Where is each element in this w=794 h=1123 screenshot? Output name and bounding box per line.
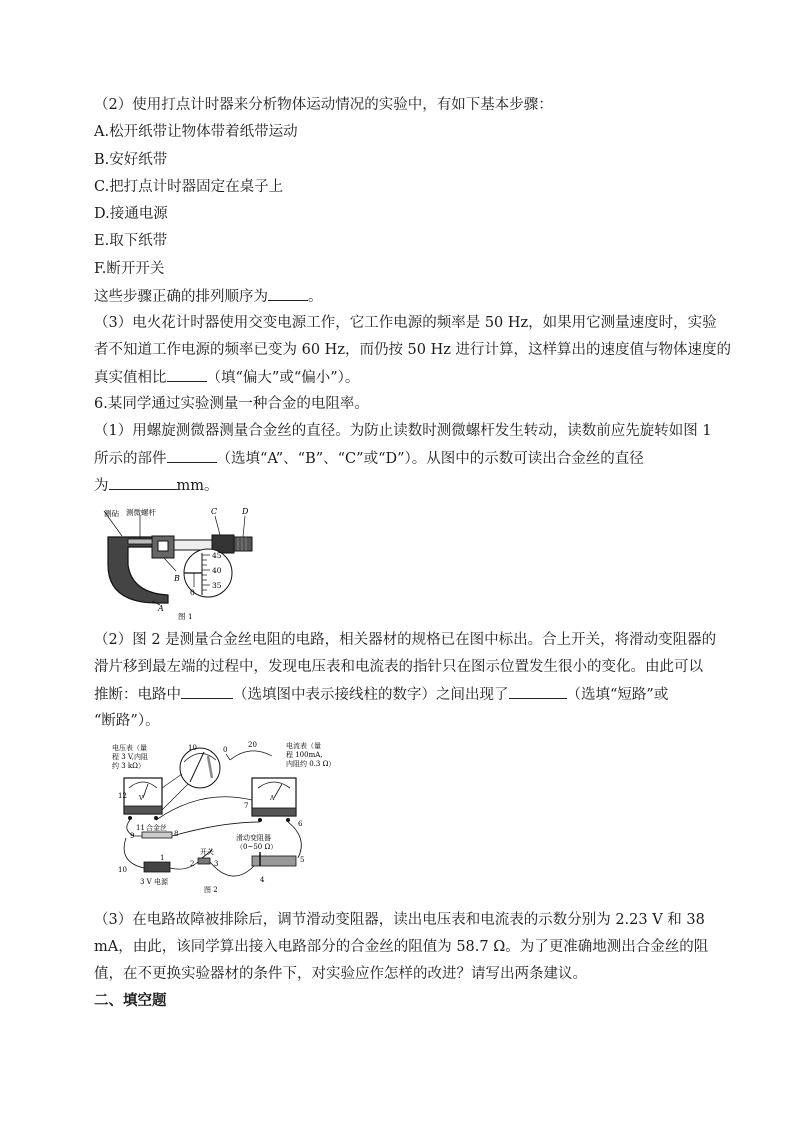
fig2-source: 3 V 电源 — [140, 878, 168, 886]
fig1-label-c: C — [211, 507, 218, 516]
q6-part3-line3: 值，在不更换实验器材的条件下，对实验应作怎样的改进？请写出两条建议。 — [94, 966, 587, 982]
step-d: D.接通电源 — [94, 206, 168, 222]
fig2-terminal-8: 8 — [174, 830, 179, 838]
answer-blank[interactable] — [509, 684, 567, 699]
q6-part1-line3-end: mm。 — [176, 478, 219, 494]
q6-part2-line1: （2）图 2 是测量合金丝电阻的电路，相关器材的规格已在图中标出。合上开关，将滑动变阻器的 — [94, 632, 717, 648]
rheostat — [252, 856, 296, 866]
q5-part2-question — [94, 286, 698, 307]
q5-part3-line1: （3）电火花计时器使用交变电源工作，它工作电源的频率是 50 Hz，如果用它测量速度时，实验 — [94, 315, 717, 331]
fig1-scale-45: 45 — [212, 551, 222, 560]
fig2-terminal-2: 2 — [190, 860, 195, 868]
micrometer-sleeve — [174, 540, 212, 550]
fig2-terminal-9: 9 — [130, 832, 135, 840]
q5-part2-intro: （2）使用打点计时器来分析物体运动情况的实验中，有如下基本步骤： — [94, 97, 553, 113]
q5-part2-question-text: 这些步骤正确的排列顺序为 — [94, 289, 268, 305]
voltmeter-dial-zoom — [180, 748, 220, 788]
fig2-terminal-3: 3 — [214, 860, 219, 868]
q6-part1-line1: （1）用螺旋测微器测量合金丝的直径。为防止读数时测微螺杆发生转动，读数前应先旋转如图 1 — [94, 423, 712, 439]
q6-part2-line3-text: 推断：电路中 — [94, 687, 181, 703]
fig1-label-a: A — [158, 604, 164, 613]
q6-part1-line2-text: 所示的部件 — [94, 451, 167, 467]
q6-part1-line2-end: （选填“A”、“B”、“C”或“D”）。从图中的示数可读出合金丝的直径 — [216, 451, 644, 467]
fig2-terminal-11: 11 — [136, 824, 145, 832]
q6-part2-line3 — [94, 684, 698, 705]
q6-title: 6.某同学通过实验测量一种合金的电阻率。 — [94, 396, 369, 412]
fig2-terminal-4: 4 — [260, 876, 265, 884]
answer-blank[interactable] — [181, 684, 233, 699]
q5-part3-line3-text: 真实值相比 — [94, 370, 167, 386]
fig2-rheostat-l1: 滑动变阻器 — [236, 834, 271, 842]
q6-part2-line4: “断路”）。 — [94, 713, 160, 729]
q6-part1-line3-text: 为 — [94, 478, 109, 494]
q6-part3-line2: mA，由此，该同学算出接入电路部分的合金丝的阻值为 58.7 Ω。为了更准确地测出合金丝的阻 — [94, 939, 709, 955]
q6-part1-line3 — [94, 475, 698, 496]
svg-text:A: A — [270, 795, 275, 802]
step-b: B.安好纸带 — [94, 152, 168, 168]
fig1-label-b: B — [174, 574, 180, 583]
q6-part2-line3-end: （选填“短路”或 — [566, 687, 669, 703]
step-f: F.断开开关 — [94, 261, 165, 277]
micrometer-figure — [100, 503, 260, 623]
fig2-voltmeter-l3: 约 3 kΩ） — [112, 762, 145, 770]
q5-part2-question-end: 。 — [308, 289, 323, 305]
fig2-dial-10: 10 — [188, 744, 197, 752]
q5-part3-line2: 者不知道工作电源的频率已变为 60 Hz，而仍按 50 Hz 进行计算，这样算出的速度值与物体速度的 — [94, 342, 732, 358]
micrometer-spindle — [128, 539, 152, 544]
step-e: E.取下纸带 — [94, 233, 168, 249]
switch — [198, 858, 210, 864]
fig1-caption: 图 1 — [178, 612, 193, 621]
micrometer-lock-b — [158, 541, 168, 551]
fig2-dial-0: 0 — [223, 746, 228, 754]
q6-part2-line3-mid: （选填图中表示接线柱的数字）之间出现了 — [233, 687, 509, 703]
fig2-switch: 开关 — [200, 848, 214, 856]
fig2-dial-20: 20 — [248, 741, 257, 749]
fig2-voltmeter-l2: 程 3 V,内阻 — [112, 753, 148, 761]
fig2-terminal-7: 7 — [244, 802, 249, 810]
fig2-terminal-5: 5 — [300, 856, 305, 864]
fig2-rheostat-l2: （0~50 Ω） — [236, 843, 278, 851]
fig2-voltmeter-l1: 电压表（量 — [112, 744, 147, 752]
fig1-scale-35: 35 — [212, 581, 222, 590]
fig1-label-spindle: 测微螺杆 — [126, 508, 156, 517]
fig1-label-d: D — [242, 507, 249, 516]
fig2-terminal-10: 10 — [118, 866, 127, 874]
answer-blank[interactable] — [109, 475, 177, 490]
svg-text:V: V — [139, 795, 144, 802]
fig2-ammeter-l3: 内阻约 0.3 Ω） — [286, 760, 336, 768]
fig2-ammeter-l2: 程 100mA, — [286, 751, 323, 759]
fig1-scale-0: 0 — [190, 588, 195, 597]
q6-part3-line1: （3）在电路故障被排除后，调节滑动变阻器，读出电压表和电流表的示数分别为 2.23 V 和 38 — [94, 912, 705, 928]
circuit-figure — [112, 738, 342, 898]
power-source — [144, 862, 170, 872]
q5-part3-line3 — [94, 367, 698, 388]
step-c: C.把打点计时器固定在桌子上 — [94, 179, 284, 195]
answer-blank[interactable] — [268, 286, 308, 301]
fig2-terminal-12: 12 — [118, 792, 127, 800]
fig2-terminal-6: 6 — [298, 820, 303, 828]
fig1-label-anvil: 测砧 — [104, 509, 119, 518]
answer-blank[interactable] — [167, 367, 207, 382]
step-a: A.松开纸带让物体带着纸带运动 — [94, 124, 298, 140]
alloy-wire — [142, 832, 172, 838]
q6-part2-line2: 滑片移到最左端的过程中，发现电压表和电流表的指针只在图示位置发生很小的变化。由此可以 — [94, 659, 703, 675]
section-heading: 二、填空题 — [94, 993, 167, 1009]
fig2-terminal-1: 1 — [160, 854, 165, 862]
fig2-ammeter-l1: 电流表（量 — [286, 742, 321, 750]
answer-blank[interactable] — [167, 448, 217, 463]
fig2-alloy: 合金丝 — [146, 824, 167, 832]
q5-part3-line3-end: （填“偏大”或“偏小”）。 — [206, 370, 360, 386]
fig2-caption: 图 2 — [204, 886, 218, 894]
micrometer-ratchet-d — [234, 537, 252, 551]
q6-part1-line2 — [94, 448, 698, 469]
fig1-scale-40: 40 — [212, 566, 222, 575]
